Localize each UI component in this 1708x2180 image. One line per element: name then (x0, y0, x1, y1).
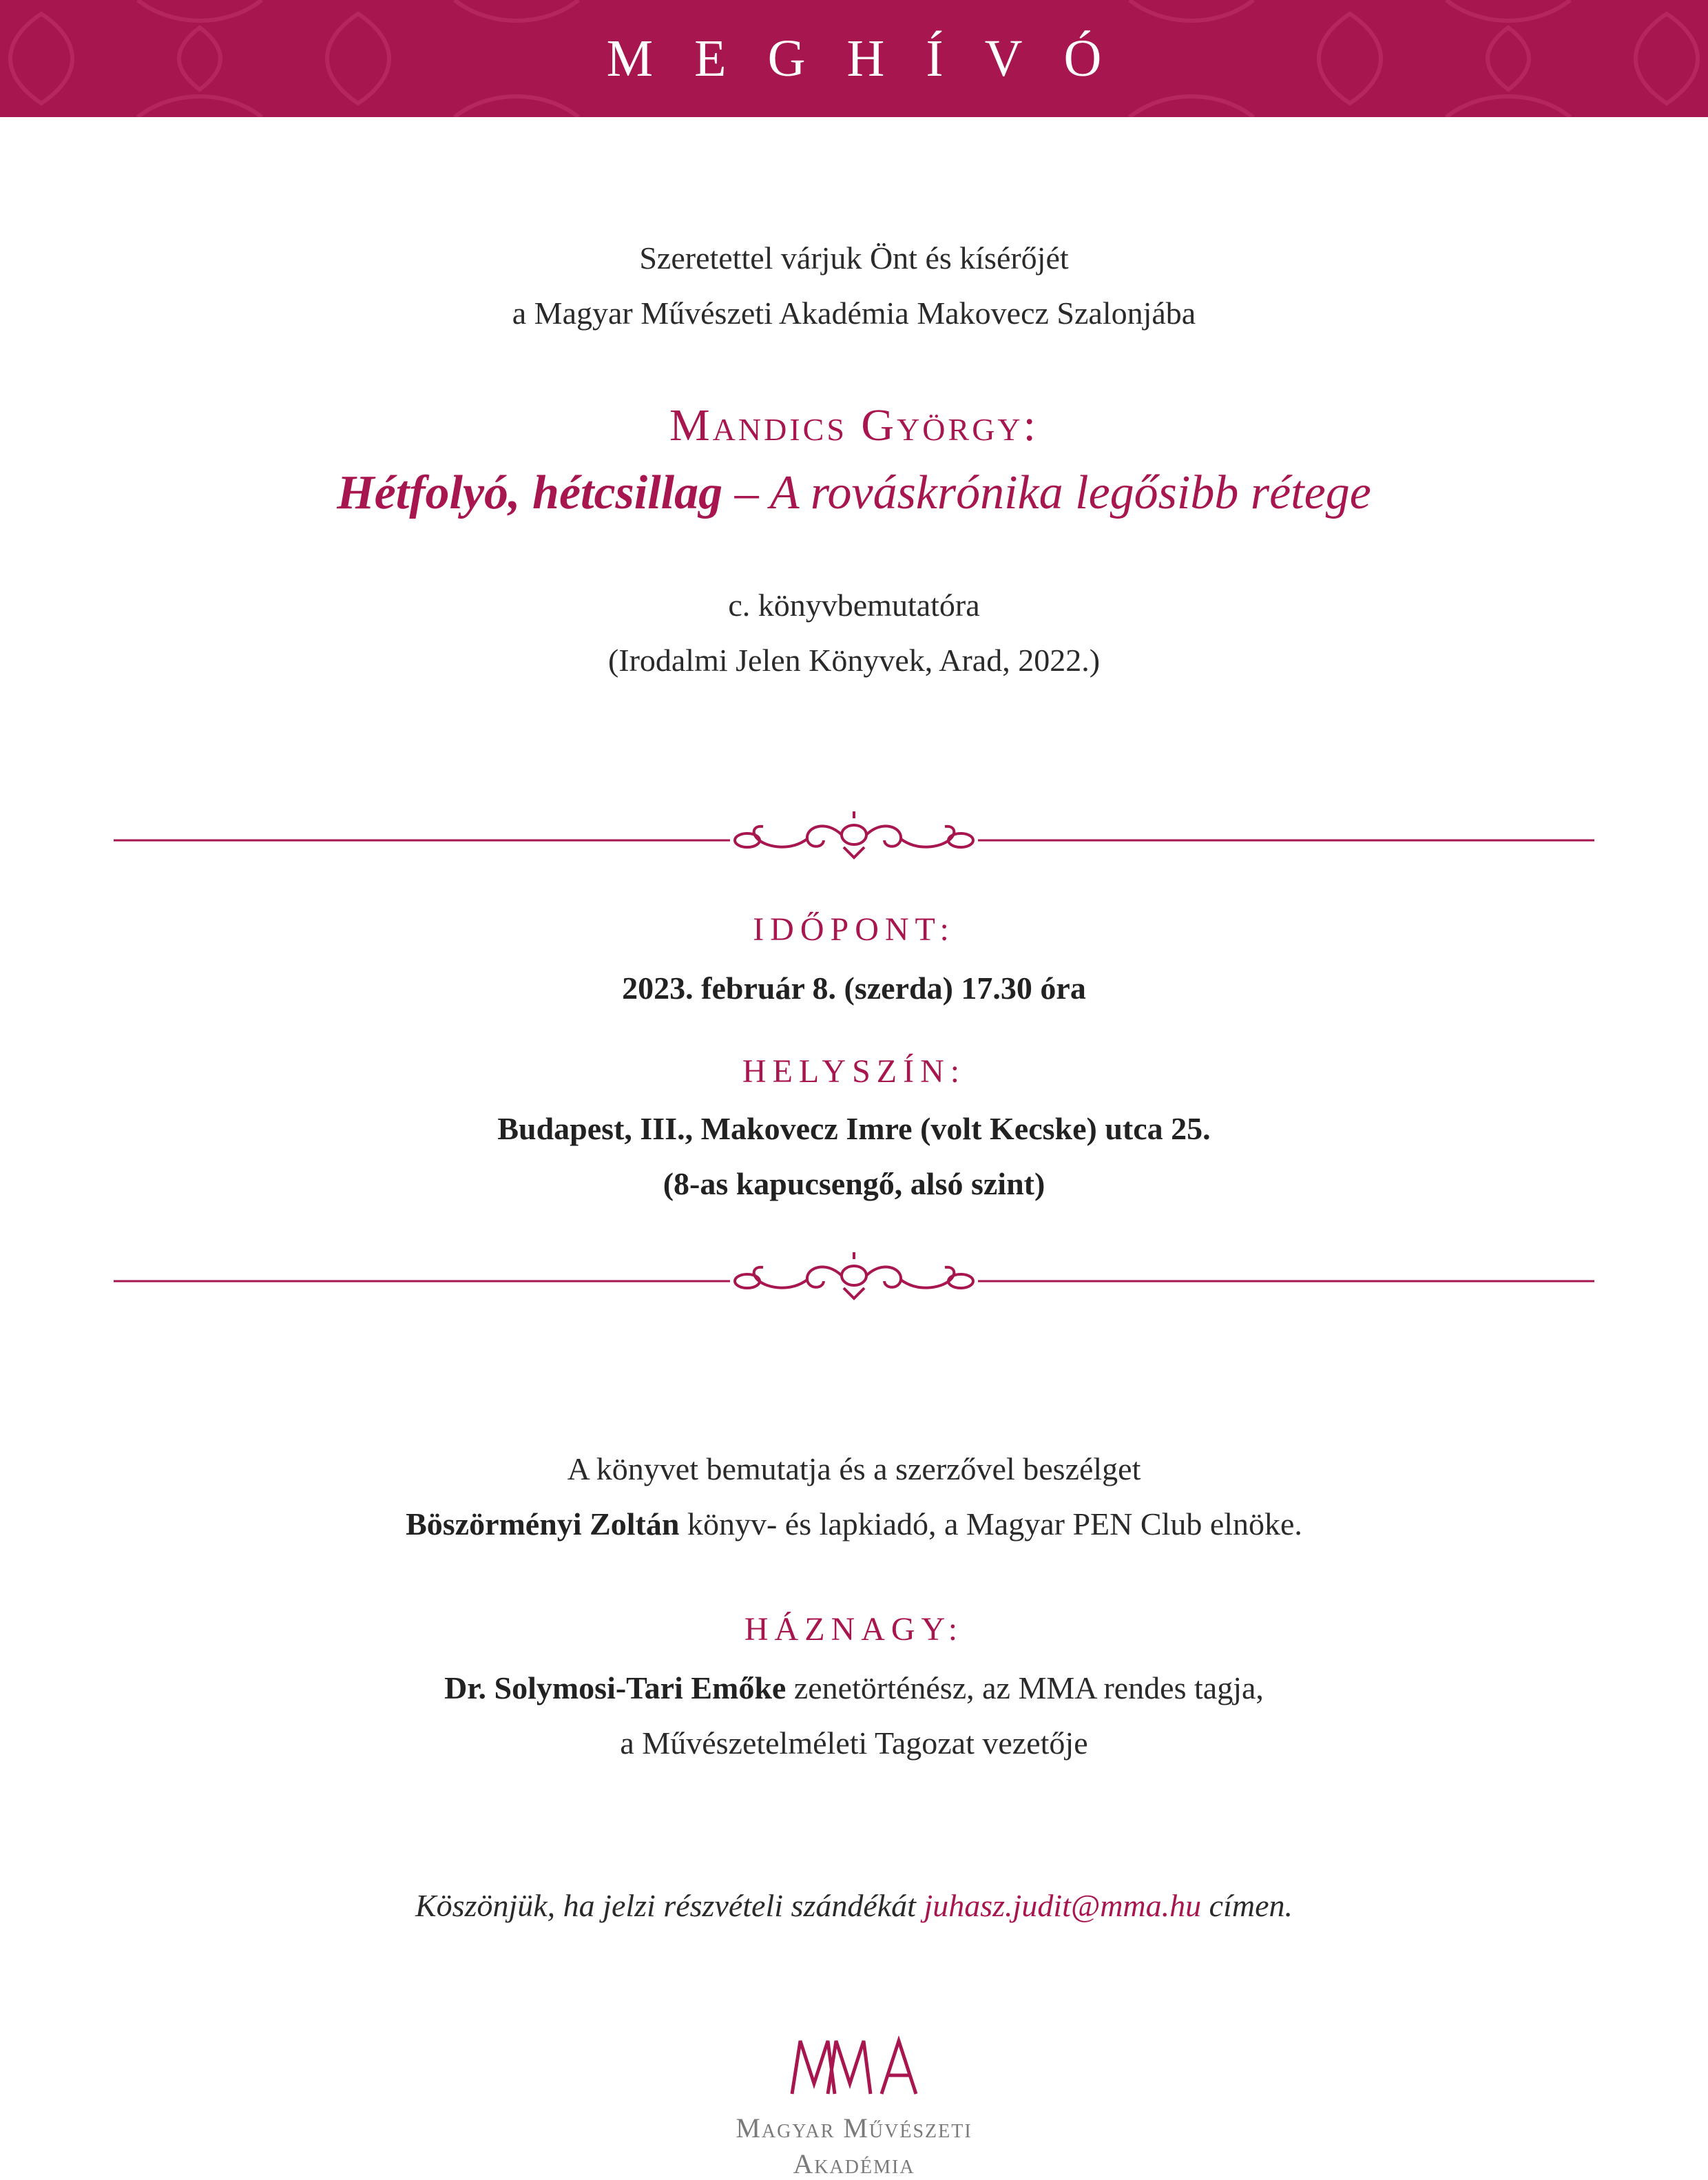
host-position: a Művészetelméleti Tagozat vezetője (620, 1725, 1088, 1761)
intro-line-1: Szeretettel várjuk Önt és kísérőjét (639, 240, 1069, 276)
rsvp-text-end: címen. (1201, 1888, 1293, 1923)
host-label: HÁZNAGY: (744, 1611, 964, 1648)
logo-text-line-2: Akadémia (793, 2148, 915, 2179)
host-line (0, 1670, 1708, 1706)
rsvp-email-link[interactable]: juhasz.judit@mma.hu (924, 1888, 1202, 1923)
logo-text-line-1: Magyar Művészeti (736, 2112, 972, 2143)
presenter-intro: A könyvet bemutatja és a szerzővel beszélget (567, 1451, 1141, 1486)
book-title-main: Hétfolyó, hétcsillag (337, 466, 723, 519)
ornament-divider-top (0, 799, 1708, 861)
place-label: HELYSZÍN: (742, 1053, 966, 1090)
presenter-role: könyv- és lapkiadó, a Magyar PEN Club elnöke. (679, 1506, 1302, 1541)
header-banner (0, 0, 1708, 117)
host-name: Dr. Solymosi-Tari Emőke (444, 1670, 787, 1705)
time-value: 2023. február 8. (szerda) 17.30 óra (622, 970, 1086, 1006)
place-note: (8-as kapucsengő, alsó szint) (663, 1166, 1045, 1201)
place-address: Budapest, III., Makovecz Imre (volt Kecske) utca 25. (497, 1111, 1211, 1146)
presenter-name: Böszörményi Zoltán (406, 1506, 680, 1541)
mma-logo (785, 2035, 923, 2097)
author-name: Mandics György: (669, 400, 1039, 450)
presenter-line (0, 1506, 1708, 1542)
book-title (0, 466, 1708, 521)
publisher-info: (Irodalmi Jelen Könyvek, Arad, 2022.) (607, 643, 1101, 678)
event-type: c. könyvbemutatóra (728, 588, 980, 623)
time-label: IDŐPONT: (753, 911, 955, 948)
invitation-title: MEGHÍVÓ (606, 29, 1143, 87)
host-role: zenetörténész, az MMA rendes tagja, (786, 1670, 1264, 1705)
rsvp-line (0, 1887, 1708, 1924)
intro-line-2: a Magyar Művészeti Akadémia Makovecz Szalonjába (512, 295, 1196, 331)
book-title-subtitle: – A rováskrónika legősibb rétege (722, 466, 1371, 519)
ornament-divider-bottom (0, 1240, 1708, 1302)
rsvp-text: Köszönjük, ha jelzi részvételi szándékát (415, 1888, 924, 1923)
